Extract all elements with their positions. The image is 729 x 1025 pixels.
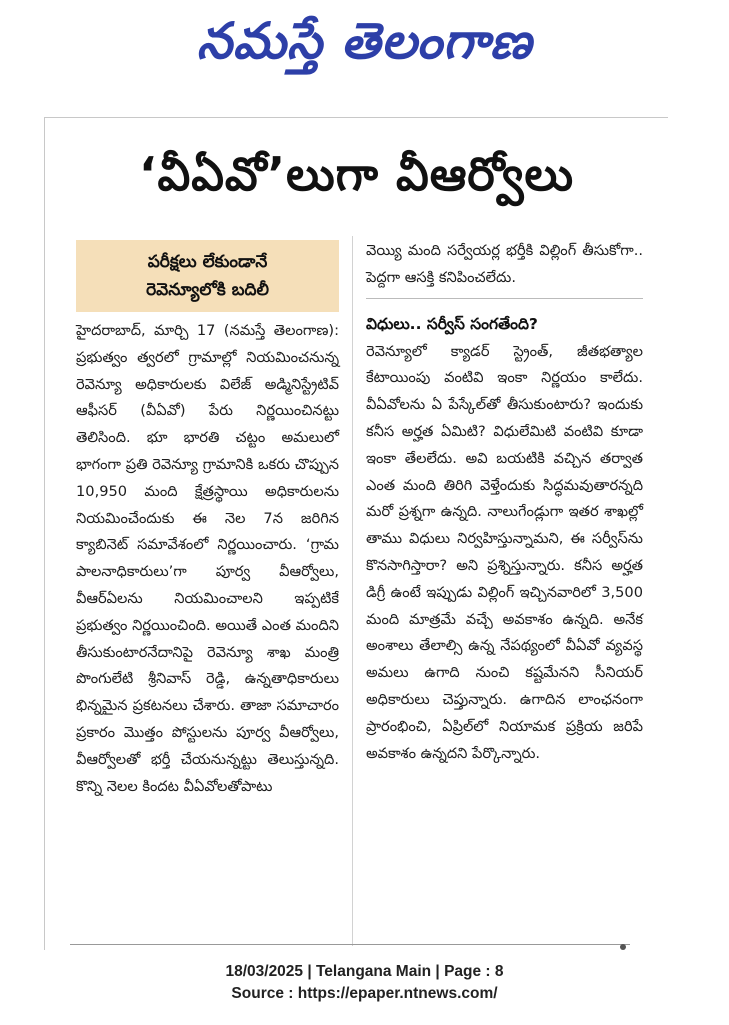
masthead-title: నమస్తే తెలంగాణ (196, 12, 533, 70)
kicker-line-1: పరీక్షలు లేకుండానే (147, 252, 268, 272)
news-clipping (44, 117, 668, 950)
footer-date-line: 18/03/2025 | Telangana Main | Page : 8 (225, 963, 504, 980)
bottom-rule (70, 944, 630, 945)
right-column-intro: వెయ్యి మంది సర్వేయర్ల భర్తీకి విల్లింగ్ తీసుకోగా.. పెద్దగా ఆసక్తి కనిపించలేదు. (366, 242, 643, 286)
footer-source-line: Source : https://epaper.ntnews.com/ (231, 985, 498, 1002)
article-headline: ‘వీఏవో’లుగా వీఆర్వోలు (139, 147, 574, 201)
right-column-body: రెవెన్యూలో క్యాడర్ స్ట్రెంత్, జీతభత్యాల కేటాయింపు వంటివి ఇంకా నిర్ణయం కాలేదు. వీఏవోలను ఏ పేస్కేల్‌తో తీసుకుంటారు? ఇందుకు కనీస అర్హత ఏమిటి? విధులేమిటి వంటివి కూడా ఇంకా తేలలేదు. అవి బయటికి వచ్చిన తర్వాత ఎంత మంది తిరిగి వెళ్తేందుకు సిద్ధమవుతారన్నది మరో ప్రశ్నగా ఉన్నది. నాలుగేండ్లుగా ఇతర శాఖల్లో తాము విధులు నిర్వహిస్తున్నామని, ఈ సర్వీస్‌ను కొనసాగిస్తారా? అని ప్రశ్నిస్తున్నారు. కనీస అర్హత డిగ్రీ ఉంటే ఇప్పుడు విల్లింగ్ ఇచ్చినవారిలో 3,500 మంది మాత్రమే వచ్చే అవకాశం ఉన్నది. అనేక అంశాలు తేలాల్సి ఉన్న నేపథ్యంలో వీఏవో వ్యవస్థ అమలు ఉగాది నుంచి కష్టమేనని సీనియర్ అధికారులు చెప్తున్నారు. ఉగాదిన లాంఛనంగా ప్రారంభించి, ఏప్రిల్‌లో నియామక ప్రక్రియ జరిపే అవకాశం ఉన్నదని పేర్కొన్నారు. (366, 342, 643, 762)
section-rule (366, 298, 643, 299)
left-column (76, 318, 339, 800)
kicker-box (76, 240, 339, 312)
footer (0, 961, 729, 1005)
end-dot (620, 944, 626, 950)
left-column-text: హైదరాబాద్, మార్చి 17 (నమస్తే తెలంగాణ): ప్రభుత్వం త్వరలో గ్రామాల్లో నియమించనున్న రెవెన్యూ అధికారులకు విలేజ్ అడ్మినిస్ట్రేటివ్ ఆఫీసర్ (వీఏవో) పేరు నిర్ణయించినట్టు తెలిసింది. భూ భారతి చట్టం అమలులో భాగంగా ప్రతి రెవెన్యూ గ్రామానికి ఒకరు చొప్పున 10,950 మంది క్షేత్రస్థాయి అధికారులను నియమించేందుకు ఈ నెల 7న జరిగిన క్యాబినెట్ సమావేశంలో నిర్ణయించారు. ‘గ్రామ పాలనాధికారులు’గా పూర్వ వీఆర్వోలు, వీఆర్ఏలను నియమించాలని ఇప్పటికే ప్రభుత్వం నిర్ణయించింది. అయితే ఎంత మందిని తీసుకుంటారనేదానిపై రెవెన్యూ శాఖ మంత్రి పొంగులేటి శ్రీనివాస్ రెడ్డి, ఉన్నతాధికారులు భిన్నమైన ప్రకటనలు చేశారు. తాజా సమాచారం ప్రకారం మొత్తం పోస్టులను పూర్వ వీఆర్వోలు, వీఆర్వోలతో భర్తీ చేయనున్నట్టు తెలుస్తున్నది. కొన్ని నెలల కిందట వీఏవోలతోపాటు (76, 322, 339, 795)
right-column (366, 238, 643, 767)
kicker-line-2: రెవెన్యూలోకి బదిలీ (146, 280, 269, 300)
section-subhead: విధులు.. సర్వీస్ సంగతేంది? (366, 314, 538, 333)
column-divider (352, 236, 353, 946)
masthead (0, 6, 729, 76)
